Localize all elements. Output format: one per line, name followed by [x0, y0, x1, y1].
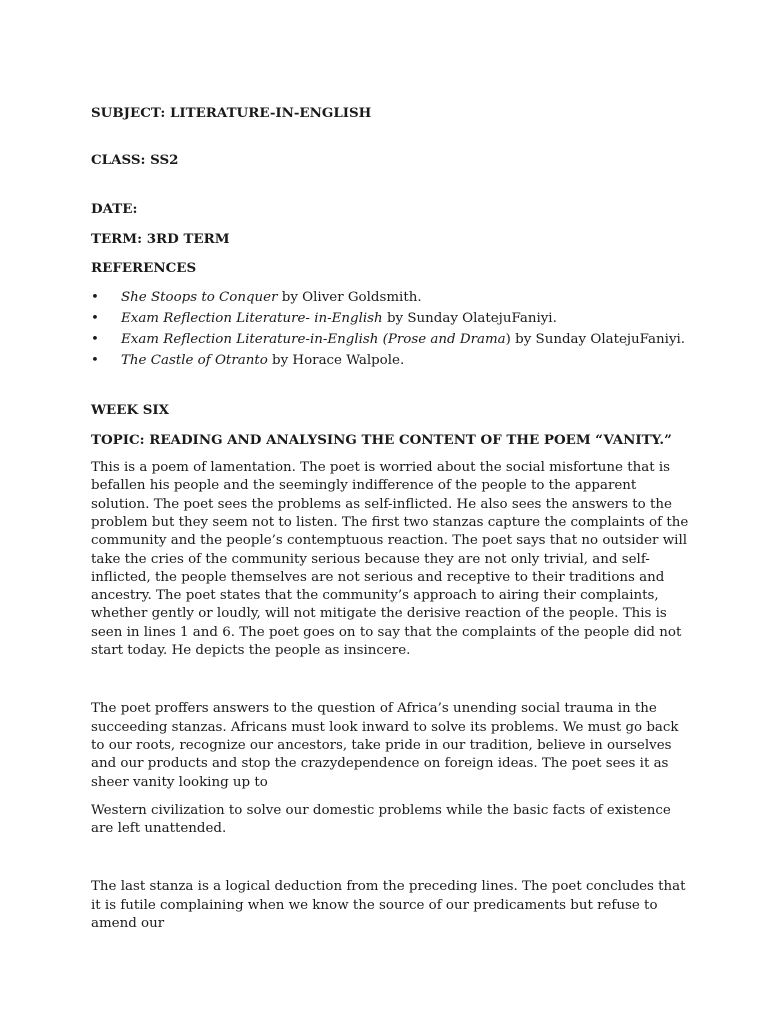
subject-line: SUBJECT: LITERATURE-IN-ENGLISH [91, 105, 372, 121]
bullet: • [91, 311, 99, 327]
week-heading: WEEK SIX [91, 402, 170, 419]
references-list [91, 289, 691, 370]
document-page [91, 104, 691, 933]
reference-item [91, 331, 691, 349]
reference-title: Exam Reflection Literature-in-English (Prose and Drama [121, 332, 506, 348]
paragraph-3: Western civilization to solve our domestic problems while the basic facts of existence are left unattended. [91, 802, 671, 837]
term-line: TERM: 3RD TERM [91, 230, 230, 247]
class-line: CLASS: SS2 [91, 152, 179, 169]
references-heading: REFERENCES [91, 260, 197, 277]
bullet: • [91, 332, 99, 348]
reference-item [91, 289, 691, 307]
paragraph-2: The poet proffers answers to the question of Africa’s unending social trauma in the succeeding stanzas. Africans must look inward to solve its problems. We must go back to our roots, recognize our ancestors, take pride in our tradition, believe in ourselves and our products and stop the crazydependence on foreign ideas. The poet sees it as sheer vanity looking up to [91, 701, 679, 790]
reference-author: by Oliver Goldsmith. [277, 290, 422, 306]
paragraph-4: The last stanza is a logical deduction from the preceding lines. The poet concludes that it is futile complaining when we know the source of our predicaments but refuse to amend our [91, 879, 686, 931]
reference-title: She Stoops to Conquer [121, 290, 278, 306]
reference-author: ) by Sunday OlatejuFaniyi. [505, 332, 686, 348]
bullet: • [91, 290, 99, 306]
reference-title: The Castle of Otranto [121, 353, 268, 369]
date-line: DATE: [91, 200, 138, 217]
bullet: • [91, 353, 99, 369]
reference-title: Exam Reflection Literature- in-English [121, 311, 383, 327]
topic-heading: TOPIC: READING AND ANALYSING THE CONTENT OF THE POEM “VANITY.” [91, 431, 672, 448]
reference-item [91, 352, 691, 370]
paragraph-1: This is a poem of lamentation. The poet is worried about the social misfortune that is befallen his people and the seemingly indifference of the people to the apparent solution. The poet sees the problems as self-inflicted. He also sees the answers to the problem but they seem not to listen. The first two stanzas capture the complaints of the community and the people’s contemptuous reaction. The poet says that no outsider will take the cries of the community serious because they are not only trivial, and self-inflicted, the people themselves are not serious and receptive to their traditions and ancestry. The poet states that the community’s approach to airing their complaints, whether gently or loudly, will not mitigate the derisive reaction of the people. This is seen in lines 1 and 6. The poet goes on to say that the complaints of the people did not start today. He depicts the people as insincere. [91, 460, 689, 659]
reference-author: by Sunday OlatejuFaniyi. [382, 311, 557, 327]
reference-author: by Horace Walpole. [267, 353, 405, 369]
reference-item [91, 310, 691, 328]
